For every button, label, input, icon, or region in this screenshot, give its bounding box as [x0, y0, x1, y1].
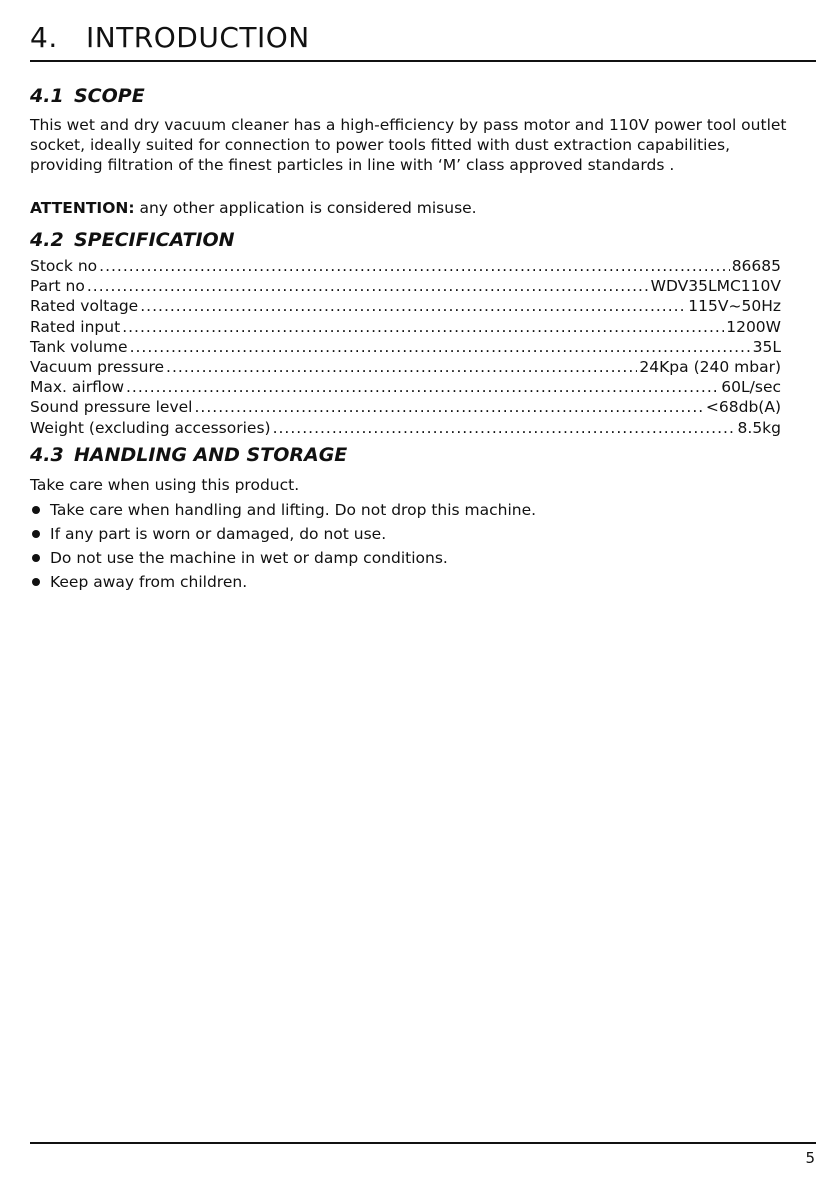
dot-leader	[273, 418, 736, 438]
footer-divider	[30, 1142, 816, 1144]
spec-label: Vacuum pressure	[30, 357, 165, 376]
spec-row-vacuum-pressure	[30, 357, 781, 377]
specification-list	[30, 256, 781, 438]
bullet-icon	[32, 506, 40, 514]
list-item	[30, 570, 536, 594]
section-text-handling: HANDLING AND STORAGE	[74, 444, 348, 466]
bullet-icon	[32, 530, 40, 538]
dot-leader	[194, 397, 703, 417]
spec-row-stock-no	[30, 256, 781, 276]
section-number-specification: 4.2	[30, 229, 64, 251]
header-divider	[30, 60, 816, 62]
scope-paragraph: This wet and dry vacuum cleaner has a high-efficiency by pass motor and 110V power tool outlet socket, ideally suited for connection to power tools fitted with dust extraction capabilities, providing filtration of the finest particles in line with ‘M’ class approved standards .	[30, 116, 787, 174]
dot-leader	[87, 276, 649, 296]
spec-row-part-no	[30, 276, 781, 296]
dot-leader	[126, 377, 719, 397]
spec-row-weight	[30, 418, 781, 438]
dot-leader	[140, 296, 686, 316]
handling-intro: Take care when using this product.	[30, 476, 300, 494]
spec-value: <68db(A)	[705, 398, 781, 417]
bullet-icon	[32, 578, 40, 586]
spec-value: WDV35LMC110V	[650, 277, 781, 296]
spec-label: Rated input	[30, 317, 121, 336]
spec-label: Tank volume	[30, 337, 128, 356]
dot-leader	[122, 317, 724, 337]
spec-value: 86685	[731, 257, 781, 275]
spec-row-tank-volume	[30, 337, 781, 357]
page-title	[30, 20, 310, 56]
section-text-scope: SCOPE	[74, 85, 145, 107]
spec-label: Rated voltage	[30, 297, 139, 316]
spec-value: 24Kpa (240 mbar)	[639, 357, 781, 376]
page-title-number: 4.	[30, 21, 58, 54]
section-title-handling	[30, 443, 347, 467]
spec-value: 8.5kg	[737, 418, 781, 437]
list-item	[30, 498, 536, 522]
section-text-specification: SPECIFICATION	[74, 229, 235, 251]
spec-row-rated-voltage	[30, 296, 781, 316]
spec-row-rated-input	[30, 317, 781, 337]
spec-label: Part no	[30, 277, 85, 296]
section-title-scope	[30, 84, 145, 108]
bullet-text: If any part is worn or damaged, do not use.	[50, 525, 387, 543]
spec-label: Max. airflow	[30, 378, 124, 397]
bullet-icon	[32, 554, 40, 562]
page-title-text: INTRODUCTION	[86, 21, 310, 54]
spec-value: 115V~50Hz	[688, 297, 781, 316]
spec-value: 35L	[752, 337, 781, 356]
list-item	[30, 522, 536, 546]
bullet-text: Take care when handling and lifting. Do not drop this machine.	[50, 501, 537, 519]
page-number: 5	[805, 1149, 815, 1167]
section-title-specification	[30, 228, 235, 252]
spec-label: Stock no	[30, 257, 98, 275]
section-number-handling: 4.3	[30, 444, 64, 466]
handling-bullet-list	[30, 498, 536, 594]
section-number-scope: 4.1	[30, 85, 64, 107]
spec-value: 60L/sec	[721, 378, 781, 397]
bullet-text: Do not use the machine in wet or damp conditions.	[50, 549, 448, 567]
list-item	[30, 546, 536, 570]
spec-value: 1200W	[726, 317, 781, 336]
spec-row-max-airflow	[30, 377, 781, 397]
dot-leader	[166, 357, 637, 377]
dot-leader	[130, 337, 751, 357]
spec-label: Weight (excluding accessories)	[30, 418, 271, 437]
spec-label: Sound pressure level	[30, 398, 193, 417]
bullet-text: Keep away from children.	[50, 573, 248, 591]
attention-label: ATTENTION:	[30, 199, 135, 217]
attention-note	[30, 198, 800, 218]
spec-row-sound-pressure	[30, 397, 781, 417]
dot-leader	[99, 256, 730, 276]
attention-text: any other application is considered misuse.	[134, 199, 477, 217]
